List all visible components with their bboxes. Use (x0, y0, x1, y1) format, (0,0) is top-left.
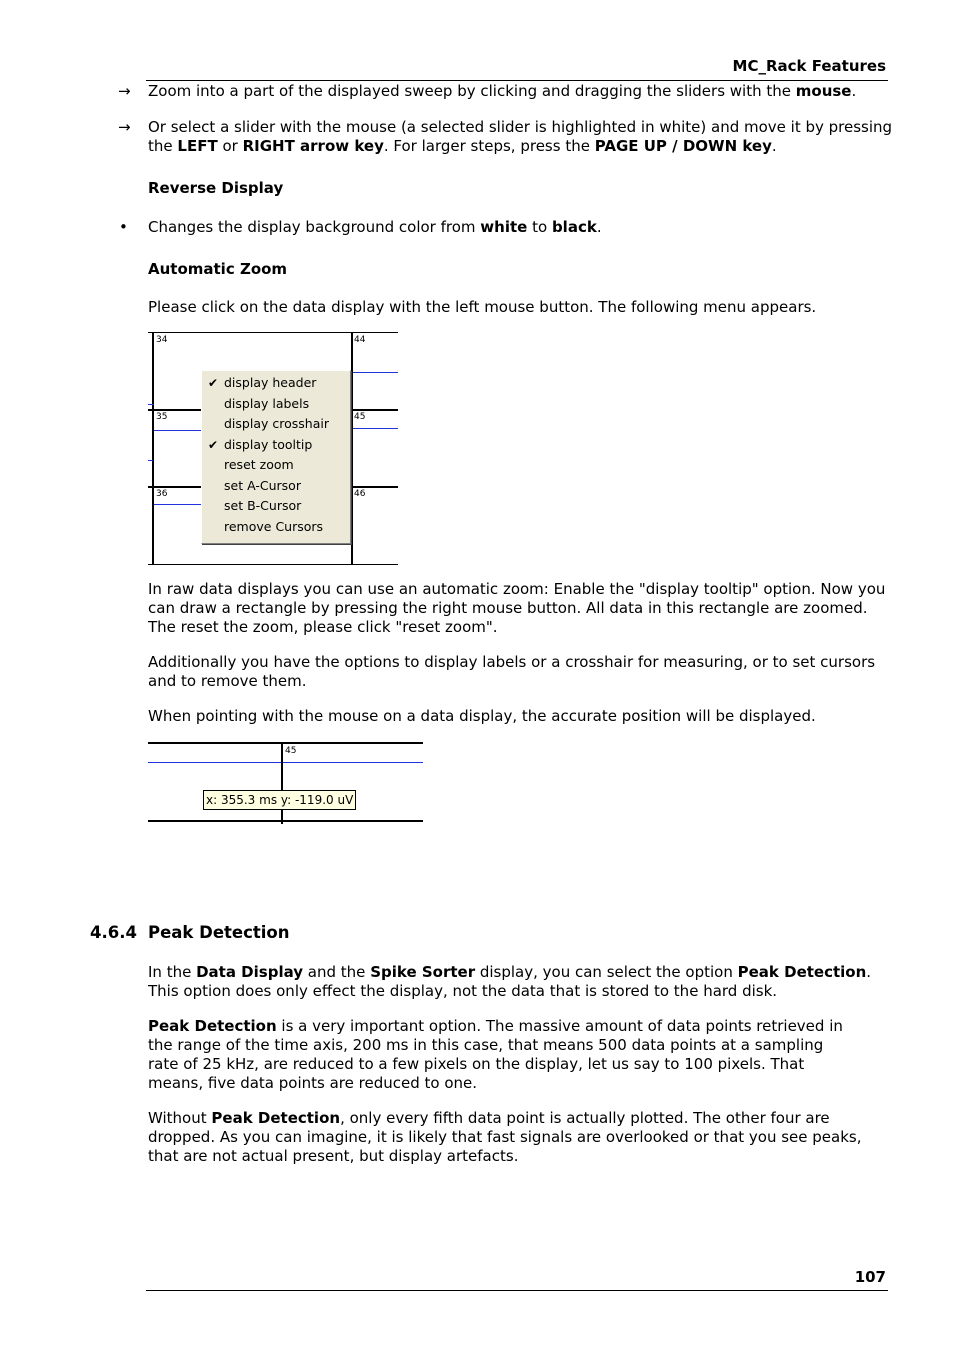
heading-reverse-display: Reverse Display (148, 179, 284, 197)
channel-label: 34 (156, 335, 168, 345)
paragraph-peak-without: Without Peak Detection, only every fifth data point is actually plotted. The other four are dropped. As you can imagine, it is likely that fast signals are overlooked or that you see peaks, that are not actual present, but display artefacts. (148, 1109, 862, 1165)
paragraph-click-menu: Please click on the data display with the left mouse button. The following menu appears. (148, 298, 817, 316)
menu-item-display-crosshair[interactable]: display crosshair (224, 416, 329, 431)
paragraph-options: Additionally you have the options to display labels or a crosshair for measuring, or to set cursors and to remove them. (148, 653, 876, 690)
menu-item-set-b-cursor[interactable]: set B-Cursor (224, 498, 302, 513)
signal-trace (148, 404, 154, 405)
context-menu (201, 370, 351, 544)
channel-label: 45 (285, 746, 297, 756)
figure-context-menu (148, 332, 400, 566)
frame-top-line (148, 742, 423, 744)
menu-item-display-tooltip[interactable]: ✔ display tooltip (202, 435, 348, 455)
frame-bottom-line (148, 820, 423, 822)
bullet-select-text: Or select a slider with the mouse (a selected slider is highlighted in white) and move it by pressing the LEFT or RIGHT arrow key. For larger steps, press the PAGE UP / DOWN key. (148, 118, 893, 155)
frame-bottom-line (148, 564, 398, 565)
row-separator (148, 409, 202, 411)
menu-item-display-header[interactable]: ✔ display header (202, 373, 348, 393)
mid-divider (351, 332, 353, 565)
paragraph-peak-importance: Peak Detection is a very important option. The massive amount of data points retrieved in the range of the time axis, 200 ms in this case, that means 500 data points at a sampling rate of 25 kHz, are reduced to a few pixels on the display, let us say to 100 pixels. That means, five data points are reduced to one. (148, 1017, 843, 1092)
signal-trace (154, 430, 202, 431)
signal-trace (353, 372, 398, 373)
channel-label: 46 (354, 489, 366, 499)
signal-trace (148, 460, 153, 461)
channel-label: 36 (156, 489, 168, 499)
position-tooltip: x: 355.3 ms y: -119.0 uV (203, 790, 356, 810)
footer-rule (146, 1290, 888, 1291)
checkmark-icon: ✔ (208, 376, 219, 390)
row-separator (351, 409, 398, 411)
menu-item-reset-zoom[interactable]: reset zoom (224, 457, 294, 472)
running-header-title: MC_Rack Features (732, 57, 886, 75)
signal-trace (283, 762, 423, 763)
menu-item-remove-cursors[interactable]: remove Cursors (224, 519, 324, 534)
signal-trace (353, 428, 398, 429)
page-number: 107 (854, 1268, 886, 1286)
signal-trace (154, 504, 202, 505)
arrow-bullet-marker: → (118, 82, 131, 100)
frame-top-line (148, 332, 398, 333)
section-number: 4.6.4 (90, 923, 137, 942)
menu-item-set-a-cursor[interactable]: set A-Cursor (224, 478, 301, 493)
section-title: Peak Detection (148, 923, 290, 942)
signal-trace (148, 762, 281, 763)
left-divider (152, 332, 154, 565)
paragraph-peak-intro: In the Data Display and the Spike Sorter display, you can select the option Peak Detection. This option does only effect the display, not the data that is stored to the hard disk. (148, 963, 872, 1000)
paragraph-auto-zoom: In raw data displays you can use an automatic zoom: Enable the "display tooltip" option. Now you can draw a rectangle by pressing the right mouse button. All data in this rectangle are zoomed. The reset the zoom, please click "reset zoom". (148, 580, 886, 636)
channel-label: 44 (354, 335, 366, 345)
header-rule (146, 80, 888, 81)
figure-tooltip (148, 742, 424, 824)
bullet-reverse-text: Changes the display background color from white to black. (148, 218, 602, 236)
row-separator (148, 486, 202, 488)
row-separator (351, 486, 398, 488)
heading-automatic-zoom: Automatic Zoom (148, 260, 288, 278)
arrow-bullet-marker: → (118, 118, 131, 136)
paragraph-pointing: When pointing with the mouse on a data display, the accurate position will be displayed. (148, 707, 816, 725)
bullet-zoom-text: Zoom into a part of the displayed sweep by clicking and dragging the sliders with the mouse. (148, 82, 857, 100)
channel-label: 35 (156, 412, 168, 422)
menu-item-display-labels[interactable]: display labels (224, 396, 310, 411)
checkmark-icon: ✔ (208, 438, 219, 452)
mid-divider (281, 742, 283, 824)
channel-label: 45 (354, 412, 366, 422)
bullet-dot-marker: • (119, 218, 128, 236)
